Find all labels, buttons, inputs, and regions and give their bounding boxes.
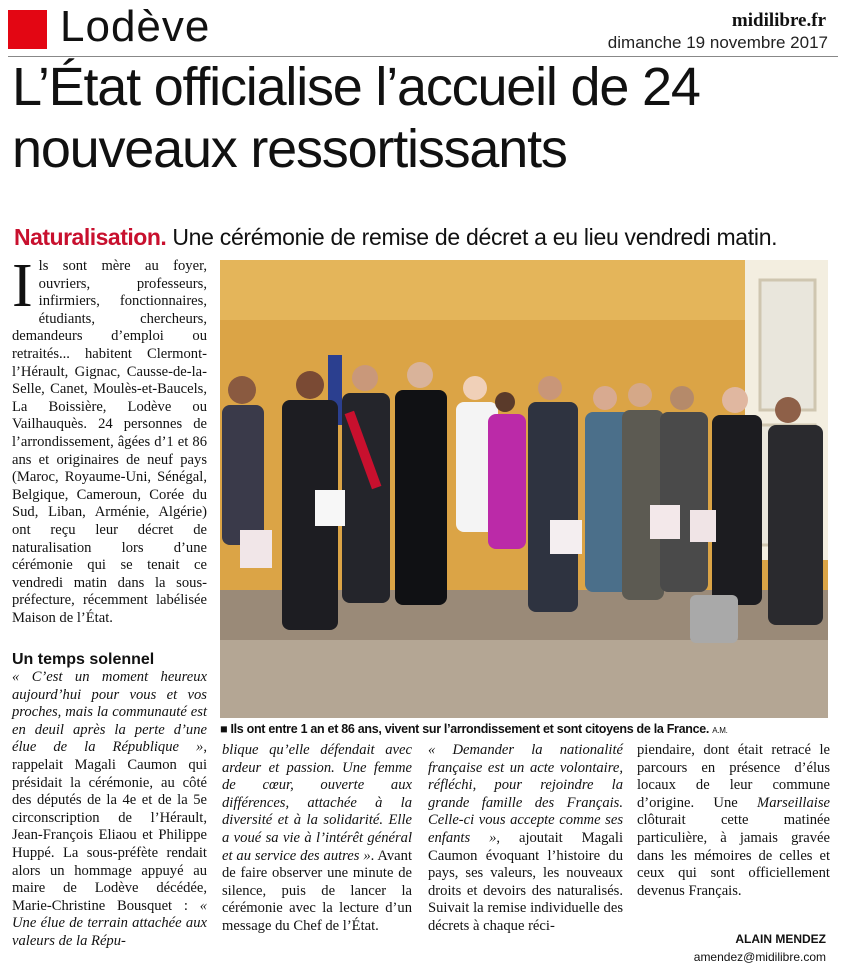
ceremony-photo (220, 260, 828, 718)
kicker (14, 222, 844, 252)
section-marker (8, 10, 47, 49)
author-email[interactable]: amendez@midilibre.com (693, 950, 826, 964)
column-4-text-b: clôturait cette matinée particulière, à jamais gravée dans les mémoires de celles et ceux qui sont officiellement devenus Français. (637, 812, 830, 899)
column-3-text: , ajoutait Magali Caumon évoquant l’histoire du pays, ses valeurs, les nouveaux droits et devoirs des naturalisés. Suivait la remise individuelle des décrets à chaque réci- (428, 829, 623, 934)
photo-illustration (220, 260, 828, 718)
quote-1: « C’est un moment heureux aujourd’hui pour vous et vos proches, mais la communauté est en deuil après la perte d’une élue de la République » (12, 669, 207, 756)
photo-credit: A.M. (712, 726, 728, 735)
lead-paragraph (12, 252, 207, 627)
column-4-body (637, 742, 830, 900)
column-1-body (12, 669, 207, 951)
subheading: Un temps solennel (12, 651, 155, 668)
headline: L’État officialise l’accueil de 24 nouveaux ressortissants (12, 57, 700, 179)
photo-caption (220, 722, 840, 736)
caption-text: Ils ont entre 1 an et 86 ans, vivent sur l’arrondissement et sont citoyens de la France. (230, 722, 710, 736)
column-3-body (428, 742, 623, 936)
kicker-text: Une cérémonie de remise de décret a eu lieu vendredi matin. (172, 224, 778, 250)
author-name: ALAIN MENDEZ (735, 932, 826, 946)
quote-2-start: « Une élue de terrain attachée aux valeurs de la Répu- (12, 897, 207, 949)
publication-date: dimanche 19 novembre 2017 (607, 33, 828, 52)
marseillaise: Marseillaise (757, 794, 830, 811)
column-1-text: , rappelait Magali Caumon qui présidait la cérémonie, au côté des députés de la 4e et de la 5e circonscription de l’Hérault, Jean-François Eliaou et Philippe Huppé. La sous-préfète rendait alors un hommage appuyé au maire de Lodève décédée, Marie-Christine Bousquet : (12, 739, 207, 914)
lead-text: ls sont mère au foyer, ouvriers, professeurs, infirmiers, fonctionnaires, étudiants, chercheurs, demandeurs d’emploi ou retraités... habitent Clermont-l’Hérault, Gignac, Causse-de-la-Selle, Canet, Moulès-et-Baucels, La Boissière, Lodève ou Vailhauquès. 24 personnes de l’arrondissement, âgées d’1 et 86 ans et originaires de neuf pays (Maroc, Royaume-Uni, Sénégal, Belgique, Cameroun, Corée du Sud, Liban, Arménie, Algérie) ont reçu leur décret de naturalisation lors d’une cérémonie qui se tenait ce vendredi matin dans la sous-préfecture, récemment labélisée Maison de l’État. (12, 258, 207, 626)
site-name: midilibre.fr (731, 10, 826, 31)
caption-bullet: ■ (220, 722, 228, 736)
section-title: Lodève (60, 2, 211, 51)
column-4-text-a: piendaire, dont était retracé le parcours en présence d’élus locaux de leur commune d’origine. Une (637, 742, 830, 811)
kicker-label: Naturalisation. (14, 224, 167, 250)
drop-cap: I (12, 252, 33, 320)
column-2-body (222, 742, 412, 936)
quote-3: « Demander la nationalité française est un acte volontaire, réfléchi, pour rejoindre la grande famille des Français. Celle-ci vous accepte comme ses enfants » (428, 742, 623, 846)
column-2-text: . Avant de faire observer une minute de silence, puis de lancer la cérémonie avec la lecture d’un message du Chef de l’État. (222, 847, 412, 934)
quote-2: blique qu’elle défendait avec ardeur et passion. Une femme de cœur, ouverte aux différences, attachée à la diversité et à la solidarité. Elle a voué sa vie à l’intérêt général et au service des autres » (222, 742, 412, 864)
